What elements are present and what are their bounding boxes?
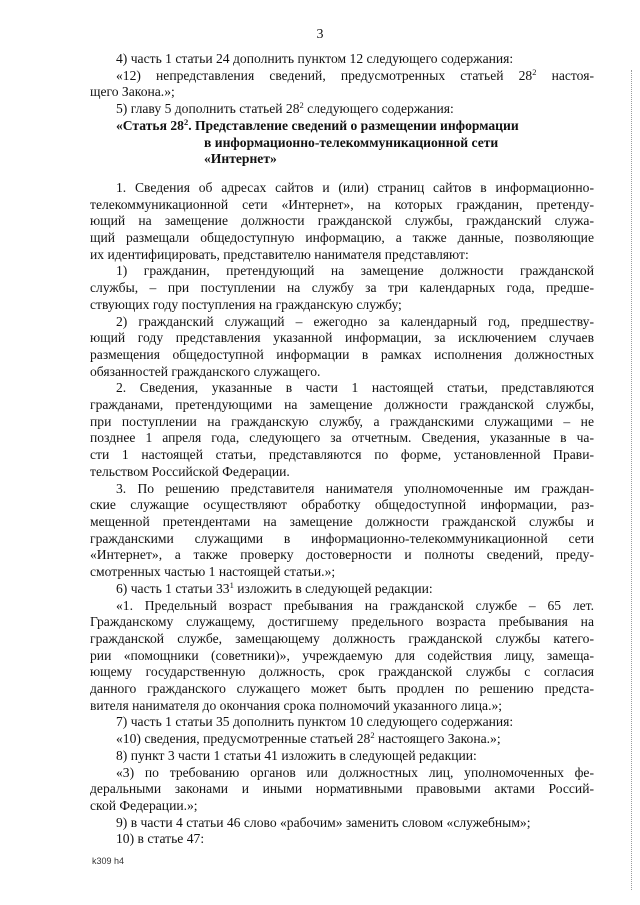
line-text: размещения общедоступной информации в рамках исполнения должностных [90, 346, 594, 362]
line-text: обязанностей гражданского служащего. [90, 363, 321, 379]
line-text: 1) гражданин, претендующий на замещение должности гражданской [116, 263, 594, 279]
text-line [90, 213, 594, 230]
text-line [116, 180, 594, 197]
line-text: «3) по требованию органов или должностных лиц, уполномоченных фе- [116, 764, 594, 780]
line-text: щий размещали общедоступную информацию, а также данные, позволяющие [90, 230, 594, 246]
text-line [90, 397, 594, 414]
page-number: 3 [316, 27, 324, 42]
line-text: 5) главу 5 дополнить статьей 28 [116, 101, 300, 117]
line-text: сти 1 настоящей статьи, представляются по форме, установленной Прави- [90, 447, 594, 463]
text-line [90, 631, 594, 648]
superscript-number: 2 [532, 66, 537, 77]
text-line [116, 815, 594, 832]
text-line [116, 714, 594, 731]
line-text: 4) часть 1 статьи 24 дополнить пунктом 12 следующего содержания: [116, 51, 514, 66]
text-line [90, 430, 594, 447]
text-line [90, 247, 594, 264]
line-text: гражданами, претендующими на замещение должности гражданской службы, [90, 397, 594, 413]
line-text: «10) сведения, предусмотренные статьей 28 [116, 731, 371, 747]
line-text: вителя нанимателя до окончания срока полномочий указанного лица.»; [90, 697, 503, 713]
line-text: мещенной претендентами на замещение должности гражданской службы и [90, 513, 594, 529]
text-line [90, 547, 594, 564]
text-line [90, 347, 594, 364]
text-line [90, 648, 594, 665]
line-text: смотренных частью 1 настоящей статьи.»; [90, 564, 336, 580]
line-text: при поступлении на гражданскую службу, а гражданскими служащими – не [90, 413, 594, 429]
line-text-after: настоящего Закона.»; [374, 731, 501, 747]
line-text: телекоммуникационной сети «Интернет», на которых гражданин, претенду- [90, 196, 594, 212]
line-text: 3. По решению представителя нанимателя уполномоченные им граждан- [116, 480, 594, 496]
line-text: рии «помощники (советники)», учреждаемую для содействия лицу, замеща- [90, 647, 594, 663]
line-text-after: . Представление сведений о размещении информации [188, 117, 519, 133]
superscript-number: 2 [370, 730, 375, 741]
text-line [90, 681, 594, 698]
article-heading-line [116, 135, 594, 152]
text-line [116, 831, 594, 848]
line-text: гражданской службе, замещающему должность гражданской службы катего- [90, 630, 594, 646]
article-heading-line [116, 151, 594, 168]
superscript-number: 1 [229, 579, 234, 590]
text-line [90, 230, 594, 247]
text-line [116, 748, 594, 765]
text-line [90, 414, 594, 431]
text-line [116, 765, 594, 782]
document-body [90, 51, 594, 848]
line-text: «12) непредставления сведений, предусмотренных статьей 28 [116, 67, 533, 83]
text-line [116, 598, 594, 615]
text-line [116, 68, 594, 85]
text-line [90, 664, 594, 681]
line-text: Гражданскому служащему, достигшему предельного возраста пребывания на [90, 614, 594, 630]
text-line [90, 698, 594, 715]
line-text: 10) в статье 47: [116, 831, 205, 847]
text-line [116, 263, 594, 280]
text-line [116, 51, 594, 68]
text-line [90, 197, 594, 214]
text-line [116, 380, 594, 397]
line-text: ские служащие осуществляют обработку общедоступной информации, раз- [90, 497, 594, 513]
text-line [90, 297, 594, 314]
text-line [116, 731, 594, 748]
footer-code: k309 h4 [92, 856, 125, 866]
line-text: тельством Российской Федерации. [90, 463, 290, 479]
text-line [90, 564, 594, 581]
line-text-after: настоя- [536, 67, 594, 83]
text-line [116, 481, 594, 498]
line-text: гражданскими служащими в информационно-телекоммуникационной сети [90, 530, 594, 546]
line-text: «Интернет», а также проверку достоверности и полноты сведений, преду- [90, 547, 594, 563]
line-text: щего Закона.»; [90, 84, 175, 100]
line-text: 7) часть 1 статьи 35 дополнить пунктом 10 следующего содержания: [116, 714, 514, 730]
line-text: деральными законами и иными нормативными правовыми актами Россий- [90, 781, 594, 797]
line-text: «Статья 28 [116, 117, 184, 133]
article-heading-line [116, 118, 594, 135]
line-text: 6) часть 1 статьи 33 [116, 580, 230, 596]
line-text: данного гражданского служащего может быть продлен по решению предста- [90, 681, 594, 697]
text-line [90, 330, 594, 347]
line-text: «1. Предельный возраст пребывания на гражданской службе – 65 лет. [116, 597, 594, 613]
line-text: 1. Сведения об адресах сайтов и (или) страниц сайтов в информационно- [116, 179, 594, 195]
line-text: их идентифицировать, представителю нанимателя представляют: [90, 246, 469, 262]
line-text: 9) в части 4 статьи 46 слово «рабочим» заменить словом «служебным»; [116, 814, 531, 830]
line-text: ющий году представления указанной информации, за исключением случаев [90, 330, 594, 346]
text-line [90, 497, 594, 514]
line-text: ющему государственную должность, срок гражданской службы с согласия [90, 664, 594, 680]
text-line [116, 581, 594, 598]
line-text: «Интернет» [204, 151, 277, 167]
line-text: ствующих году поступления на гражданскую службу; [90, 296, 402, 312]
scan-edge-line [630, 70, 632, 890]
superscript-number: 2 [299, 100, 304, 111]
paragraph-gap [116, 168, 594, 180]
line-text: службы, – при поступлении на службу за три календарных года, предше- [90, 280, 594, 296]
line-text: 2) гражданский служащий – ежегодно за календарный год, предшеству- [116, 313, 594, 329]
text-line [90, 531, 594, 548]
text-line [90, 280, 594, 297]
text-line [90, 464, 594, 481]
text-line [116, 101, 594, 118]
text-line [116, 314, 594, 331]
line-text: 8) пункт 3 части 1 статьи 41 изложить в следующей редакции: [116, 747, 477, 763]
text-line [90, 781, 594, 798]
text-line [90, 84, 594, 101]
text-line [90, 364, 594, 381]
superscript-number: 2 [183, 116, 189, 127]
text-line [90, 514, 594, 531]
text-line [90, 447, 594, 464]
line-text: 2. Сведения, указанные в части 1 настоящей статьи, представляются [116, 380, 594, 396]
line-text: позднее 1 апреля года, следующего за отчетным. Сведения, указанные в ча- [90, 430, 594, 446]
line-text: в информационно-телекоммуникационной сети [204, 134, 499, 150]
line-text-after: изложить в следующей редакции: [233, 580, 433, 596]
line-text-after: следующего содержания: [303, 101, 454, 117]
line-text: ющий на замещение должности гражданской службы, гражданский служа- [90, 213, 594, 229]
text-line [90, 614, 594, 631]
line-text: ской Федерации.»; [90, 797, 198, 813]
text-line [90, 798, 594, 815]
